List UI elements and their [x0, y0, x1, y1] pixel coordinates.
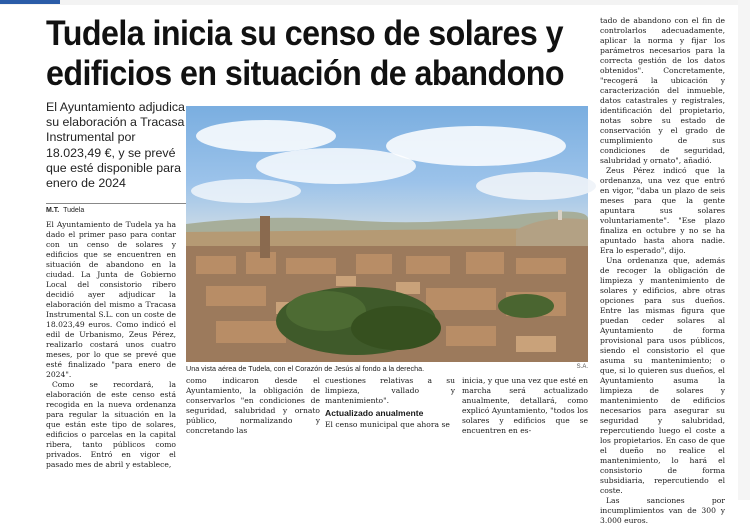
headline-line-2: edificios en situación de abandono	[46, 54, 564, 93]
body-paragraph: inicia, y que una vez que esté en marcha será actualizado anualmente, detallará, como explicó Ayuntamiento, "todos los solares y edificios que se encuentren en es-	[462, 376, 588, 435]
body-column-5	[600, 16, 725, 525]
headline	[46, 14, 564, 94]
byline-initials: M.T.	[46, 207, 60, 214]
body-paragraph: El Ayuntamiento de Tudela ya ha dado el primer paso para contar con un censo de solares y edificios que se encuentren en situación de abandono en la ciudad. La Junta de Gobierno Local del consistorio ribero decidió ayer adjudicar la elaboración del mismo a Tracasa Instrumental S.L. con un coste de 18.023,49 euros. Como indicó el edil de Urbanismo, Zeus Pérez, realizarlo costará unos cuatro meses, por lo que se prevé que esté finalizado "para enero de 2024".	[46, 220, 176, 379]
body-column-4	[462, 376, 588, 436]
body-column-1	[46, 220, 176, 469]
tudela-aerial-image	[186, 106, 588, 362]
body-paragraph: Las sanciones por incumplimientos van de 300 y 3.000 euros.	[600, 496, 725, 525]
section-heading: Actualizado anualmente	[325, 408, 424, 418]
photo-caption-row	[186, 364, 588, 373]
top-rule	[0, 0, 750, 5]
body-paragraph: El censo municipal que ahora se	[325, 420, 450, 429]
subheadline: El Ayuntamiento adjudica su elaboración a Tracasa Instrumental por 18.023,49 €, y se prevé que esté disponible para enero de 2024	[46, 100, 185, 191]
byline-place: Tudela	[63, 207, 85, 214]
aerial-photo	[186, 106, 588, 362]
body-paragraph: tado de abandono con el fin de controlarlos adecuadamente, aplicar la norma y fijar los parámetros necesarios para la correcta gestión de los datos obtenidos". Concretamente, "recogerá la ubicación y caracterización del inmueble, datos catastrales y registrales, identificación del propietario, notas sobre su estado de conservación y el grado de cumplimiento de sus condiciones de seguridad, salubridad y ornato", añadió.	[600, 16, 725, 165]
body-paragraph: como indicaron desde el Ayuntamiento, la obligación de conservarlos "en condiciones de seguridad, salubridad y ornato público, normalizando y concretando las	[186, 376, 320, 435]
body-paragraph: Zeus Pérez indicó que la ordenanza, una vez que entró en vigor, "daba un plazo de seis meses para que la gente apuntara sus solares voluntariamente". "Ese plazo finaliza en octubre y no se ha apuntado hasta ahora nadie. Era lo esperado", dijo.	[600, 166, 725, 255]
body-column-2	[186, 376, 320, 436]
byline	[46, 203, 186, 214]
body-paragraph: Una ordenanza que, además de recoger la obligación de limpieza y mantenimiento de solares y edificios, abre otras opciones para sus dueños. Entre las mismas figura que puedan ceder solares al Ayuntamiento de forma provisional para usos públicos, siendo el consistorio el que asuma su mantenimiento; o que, si lo quieren sus dueños, el Ayuntamiento asuma la limpieza de solares y mantenimiento de edificios necesarios para asegurar su seguridad y salubridad, repercutiendo luego el coste a los propietarios. En caso de que el dueño no realice el mantenimiento, lo hará el consistorio de forma subsidiaria, repercutiendo el coste.	[600, 256, 725, 495]
section-color-bar	[0, 0, 60, 4]
photo-caption: Una vista aérea de Tudela, con el Corazón de Jesús al fondo a la derecha.	[186, 364, 425, 373]
headline-line-1: Tudela inicia su censo de solares y	[46, 14, 563, 53]
body-column-3	[325, 376, 455, 430]
body-paragraph: Como se recordará, la elaboración de este censo está recogida en la nueva ordenanza para regular la situación en la que están este tipo de solares, edificios o parcelas en la capital ribera, tanto públicos como privados. Entró en vigor el pasado mes de abril y establece,	[46, 380, 176, 469]
page-edge	[738, 0, 750, 500]
photo-credit: S.A.	[576, 364, 588, 370]
body-paragraph: cuestiones relativas a su limpieza, vallado y mantenimiento".	[325, 376, 455, 405]
